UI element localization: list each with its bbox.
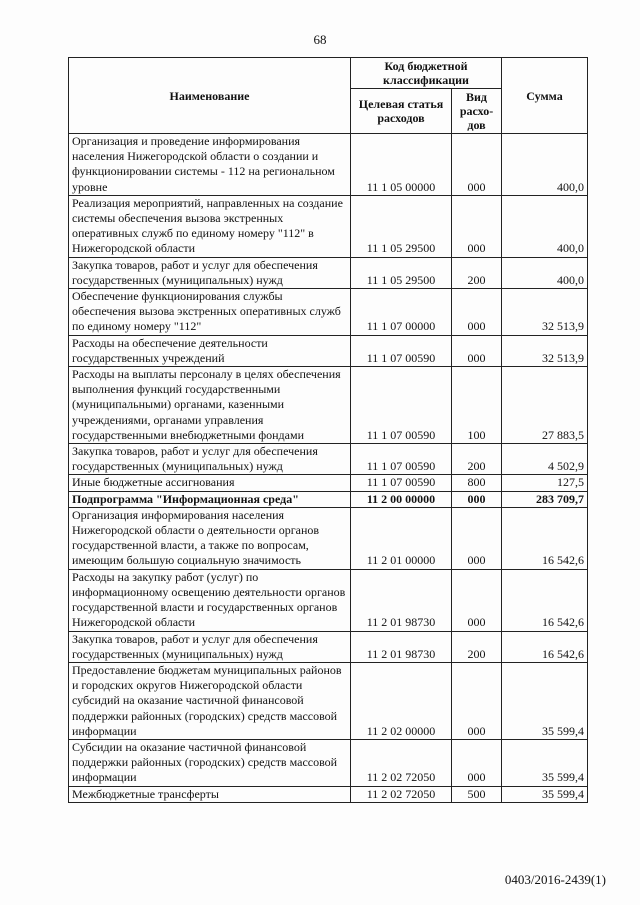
row-type: 800 [452,475,502,491]
row-name: Межбюджетные трансферты [69,786,351,802]
table-row [69,257,588,288]
row-sum: 16 542,6 [502,631,588,662]
table-row [69,195,588,257]
row-sum: 16 542,6 [502,507,588,569]
row-name: Закупка товаров, работ и услуг для обеспечения государственных (муниципальных) нужд [69,444,351,475]
row-name: Субсидии на оказание частичной финансовой поддержки районных (городских) средств массовой информации [69,739,351,786]
document-code: 0403/2016-2439(1) [504,872,606,887]
table-row [69,662,588,739]
row-name: Организация и проведение информирования населения Нижегородской области о создании и функционировании системы - 112 на региональном уровне [69,134,351,196]
page-number: 68 [313,32,327,47]
row-name: Обеспечение функционирования службы обеспечения вызова экстренных оперативных служб по единому номеру "112" [69,289,351,336]
row-type: 000 [452,491,502,507]
table-row [69,289,588,336]
row-type: 200 [452,444,502,475]
row-code: 11 1 05 29500 [351,257,452,288]
row-code: 11 1 07 00590 [351,444,452,475]
row-sum: 35 599,4 [502,662,588,739]
budget-table [68,57,588,803]
row-name: Организация информирования населения Нижегородской области о деятельности органов государственной власти, а также по вопросам, имеющим большую социальную значимость [69,507,351,569]
row-code: 11 2 01 98730 [351,631,452,662]
row-name: Закупка товаров, работ и услуг для обеспечения государственных (муниципальных) нужд [69,631,351,662]
row-sum: 400,0 [502,195,588,257]
column-header-code: Целевая статья расходов [351,89,452,134]
row-type: 500 [452,786,502,802]
row-name: Иные бюджетные ассигнования [69,475,351,491]
table-row [69,444,588,475]
row-sum: 283 709,7 [502,491,588,507]
table-row [69,631,588,662]
row-code: 11 2 00 00000 [351,491,452,507]
row-sum: 32 513,9 [502,335,588,366]
row-name: Подпрограмма "Информационная среда" [69,491,351,507]
row-name: Предоставление бюджетам муниципальных районов и городских округов Нижегородской области субсидий на оказание частичной финансовой поддержки районных (городских) средств массовой информации [69,662,351,739]
row-sum: 16 542,6 [502,569,588,631]
table-row [69,335,588,366]
table-row [69,507,588,569]
table-row [69,739,588,786]
row-code: 11 1 07 00590 [351,367,452,444]
row-sum: 400,0 [502,257,588,288]
column-header-sum: Сумма [502,58,588,134]
row-code: 11 1 05 00000 [351,134,452,196]
row-type: 100 [452,367,502,444]
row-code: 11 1 05 29500 [351,195,452,257]
row-type: 000 [452,662,502,739]
row-name: Реализация мероприятий, направленных на создание системы обеспечения вызова экстренных оперативных служб по единому номеру "112" в Нижегородской области [69,195,351,257]
table-row [69,475,588,491]
row-name: Расходы на закупку работ (услуг) по информационному освещению деятельности органов государственной власти и государственных органов Нижегородской области [69,569,351,631]
column-header-name: Наименование [69,58,351,134]
row-sum: 4 502,9 [502,444,588,475]
row-sum: 35 599,4 [502,739,588,786]
row-sum: 35 599,4 [502,786,588,802]
row-code: 11 2 02 00000 [351,662,452,739]
row-code: 11 1 07 00590 [351,475,452,491]
row-code: 11 1 07 00000 [351,289,452,336]
row-sum: 27 883,5 [502,367,588,444]
row-type: 000 [452,569,502,631]
row-type: 000 [452,289,502,336]
row-name: Расходы на выплаты персоналу в целях обеспечения выполнения функций государственными (муниципальными) органами, казенными учреждениями, органами управления государственными внебюджетными фондами [69,367,351,444]
row-type: 000 [452,507,502,569]
row-type: 000 [452,335,502,366]
row-sum: 32 513,9 [502,289,588,336]
row-code: 11 1 07 00590 [351,335,452,366]
table-row [69,134,588,196]
row-type: 200 [452,257,502,288]
row-type: 200 [452,631,502,662]
table-row [69,491,588,507]
row-code: 11 2 01 98730 [351,569,452,631]
table-row [69,569,588,631]
row-type: 000 [452,134,502,196]
row-sum: 127,5 [502,475,588,491]
table-row [69,367,588,444]
row-name: Закупка товаров, работ и услуг для обеспечения государственных (муниципальных) нужд [69,257,351,288]
table-row [69,786,588,802]
column-header-code-group: Код бюджетной классификации [351,58,502,89]
row-type: 000 [452,195,502,257]
row-sum: 400,0 [502,134,588,196]
row-code: 11 2 01 00000 [351,507,452,569]
row-code: 11 2 02 72050 [351,786,452,802]
row-name: Расходы на обеспечение деятельности государственных учреждений [69,335,351,366]
column-header-type: Вид расхо-дов [452,89,502,134]
row-type: 000 [452,739,502,786]
row-code: 11 2 02 72050 [351,739,452,786]
